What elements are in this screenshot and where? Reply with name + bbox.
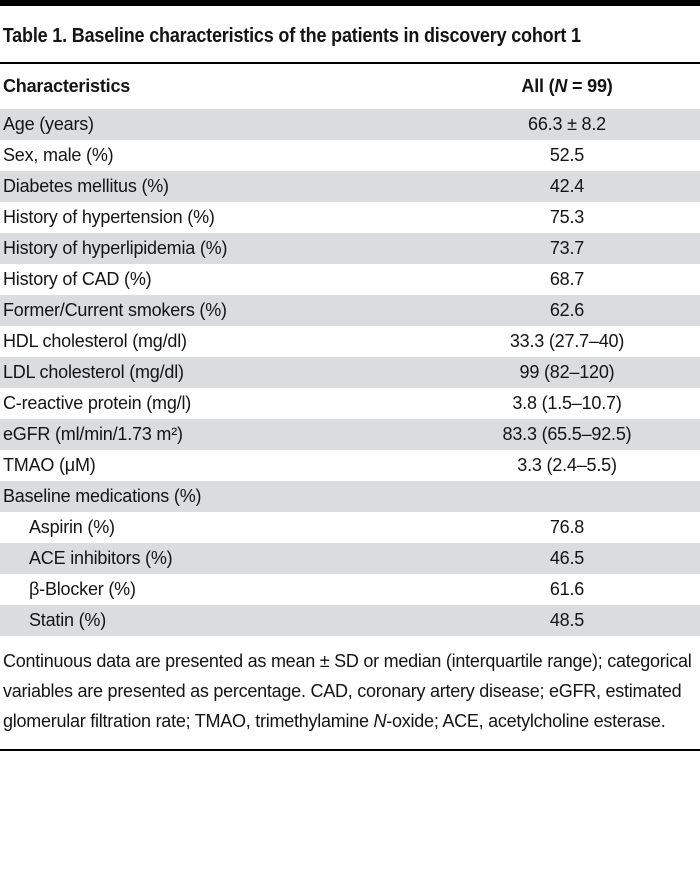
- header-all-n-post: = 99): [567, 76, 613, 96]
- bottom-rule: [0, 749, 700, 751]
- row-value: 83.3 (65.5–92.5): [502, 424, 632, 444]
- row-value: 61.6: [549, 579, 585, 599]
- row-value: 62.6: [549, 300, 585, 320]
- table-row: [0, 543, 700, 574]
- row-value: 75.3: [549, 207, 585, 227]
- header-all-n: [434, 76, 700, 97]
- row-label: History of CAD (%): [3, 269, 152, 289]
- row-value: 48.5: [549, 610, 585, 630]
- row-value: 42.4: [549, 176, 585, 196]
- row-value: 66.3 ± 8.2: [528, 114, 606, 134]
- table-row: [0, 388, 700, 419]
- row-label: Sex, male (%): [3, 145, 114, 165]
- row-label: History of hyperlipidemia (%): [3, 238, 228, 258]
- row-label: Former/Current smokers (%): [3, 300, 227, 320]
- row-label: TMAO (μM): [3, 455, 96, 475]
- row-label: Baseline medications (%): [3, 486, 202, 506]
- table-row: [0, 481, 700, 512]
- header-all-n-pre: All (: [521, 76, 555, 96]
- row-value: 76.8: [549, 517, 585, 537]
- row-value: 3.3 (2.4–5.5): [517, 455, 617, 475]
- table-row: [0, 512, 700, 543]
- table-row: [0, 264, 700, 295]
- row-label: Diabetes mellitus (%): [3, 176, 169, 196]
- row-value: 46.5: [549, 548, 585, 568]
- table-row: [0, 171, 700, 202]
- row-label: LDL cholesterol (mg/dl): [3, 362, 184, 382]
- row-value: 73.7: [549, 238, 585, 258]
- table-row: [0, 109, 700, 140]
- row-value: 52.5: [549, 145, 585, 165]
- table-row: [0, 140, 700, 171]
- table-header-row: [0, 64, 700, 109]
- row-value: 99 (82–120): [519, 362, 615, 382]
- row-label: Aspirin (%): [29, 517, 115, 537]
- row-value: 33.3 (27.7–40): [509, 331, 625, 351]
- row-label: HDL cholesterol (mg/dl): [3, 331, 187, 351]
- table-row: [0, 419, 700, 450]
- table-row: [0, 357, 700, 388]
- row-label: eGFR (ml/min/1.73 m²): [3, 424, 183, 444]
- row-value: 68.7: [549, 269, 585, 289]
- table-title: Table 1. Baseline characteristics of the patients in discovery cohort 1: [2, 25, 581, 47]
- footnote-text-1: Continuous data are presented as mean ± SD or median (interquartile range); categorical variables are presented as percentage. CAD, coronary artery disease; eGFR, estimated glomerular filtration rate; TMAO, trimethylamine: [3, 651, 692, 731]
- header-all-n-italic: N: [554, 76, 568, 96]
- row-value: 3.8 (1.5–10.7): [512, 393, 622, 413]
- table-row: [0, 605, 700, 636]
- table-row: [0, 326, 700, 357]
- row-label: ACE inhibitors (%): [29, 548, 173, 568]
- table-row: [0, 574, 700, 605]
- row-label: Age (years): [3, 114, 94, 134]
- footnote-italic-n: N: [373, 711, 387, 731]
- table-row: [0, 202, 700, 233]
- table-row: [0, 450, 700, 481]
- table-body: [0, 109, 700, 636]
- header-characteristics: Characteristics: [3, 76, 131, 96]
- row-label: β-Blocker (%): [29, 579, 136, 599]
- table-row: [0, 233, 700, 264]
- table-footnote: [0, 646, 700, 736]
- table-row: [0, 295, 700, 326]
- footnote-text-2: -oxide; ACE, acetylcholine esterase.: [386, 711, 666, 731]
- top-rule-thick: [0, 0, 700, 6]
- row-label: History of hypertension (%): [3, 207, 215, 227]
- row-label: Statin (%): [29, 610, 107, 630]
- row-label: C-reactive protein (mg/l): [3, 393, 192, 413]
